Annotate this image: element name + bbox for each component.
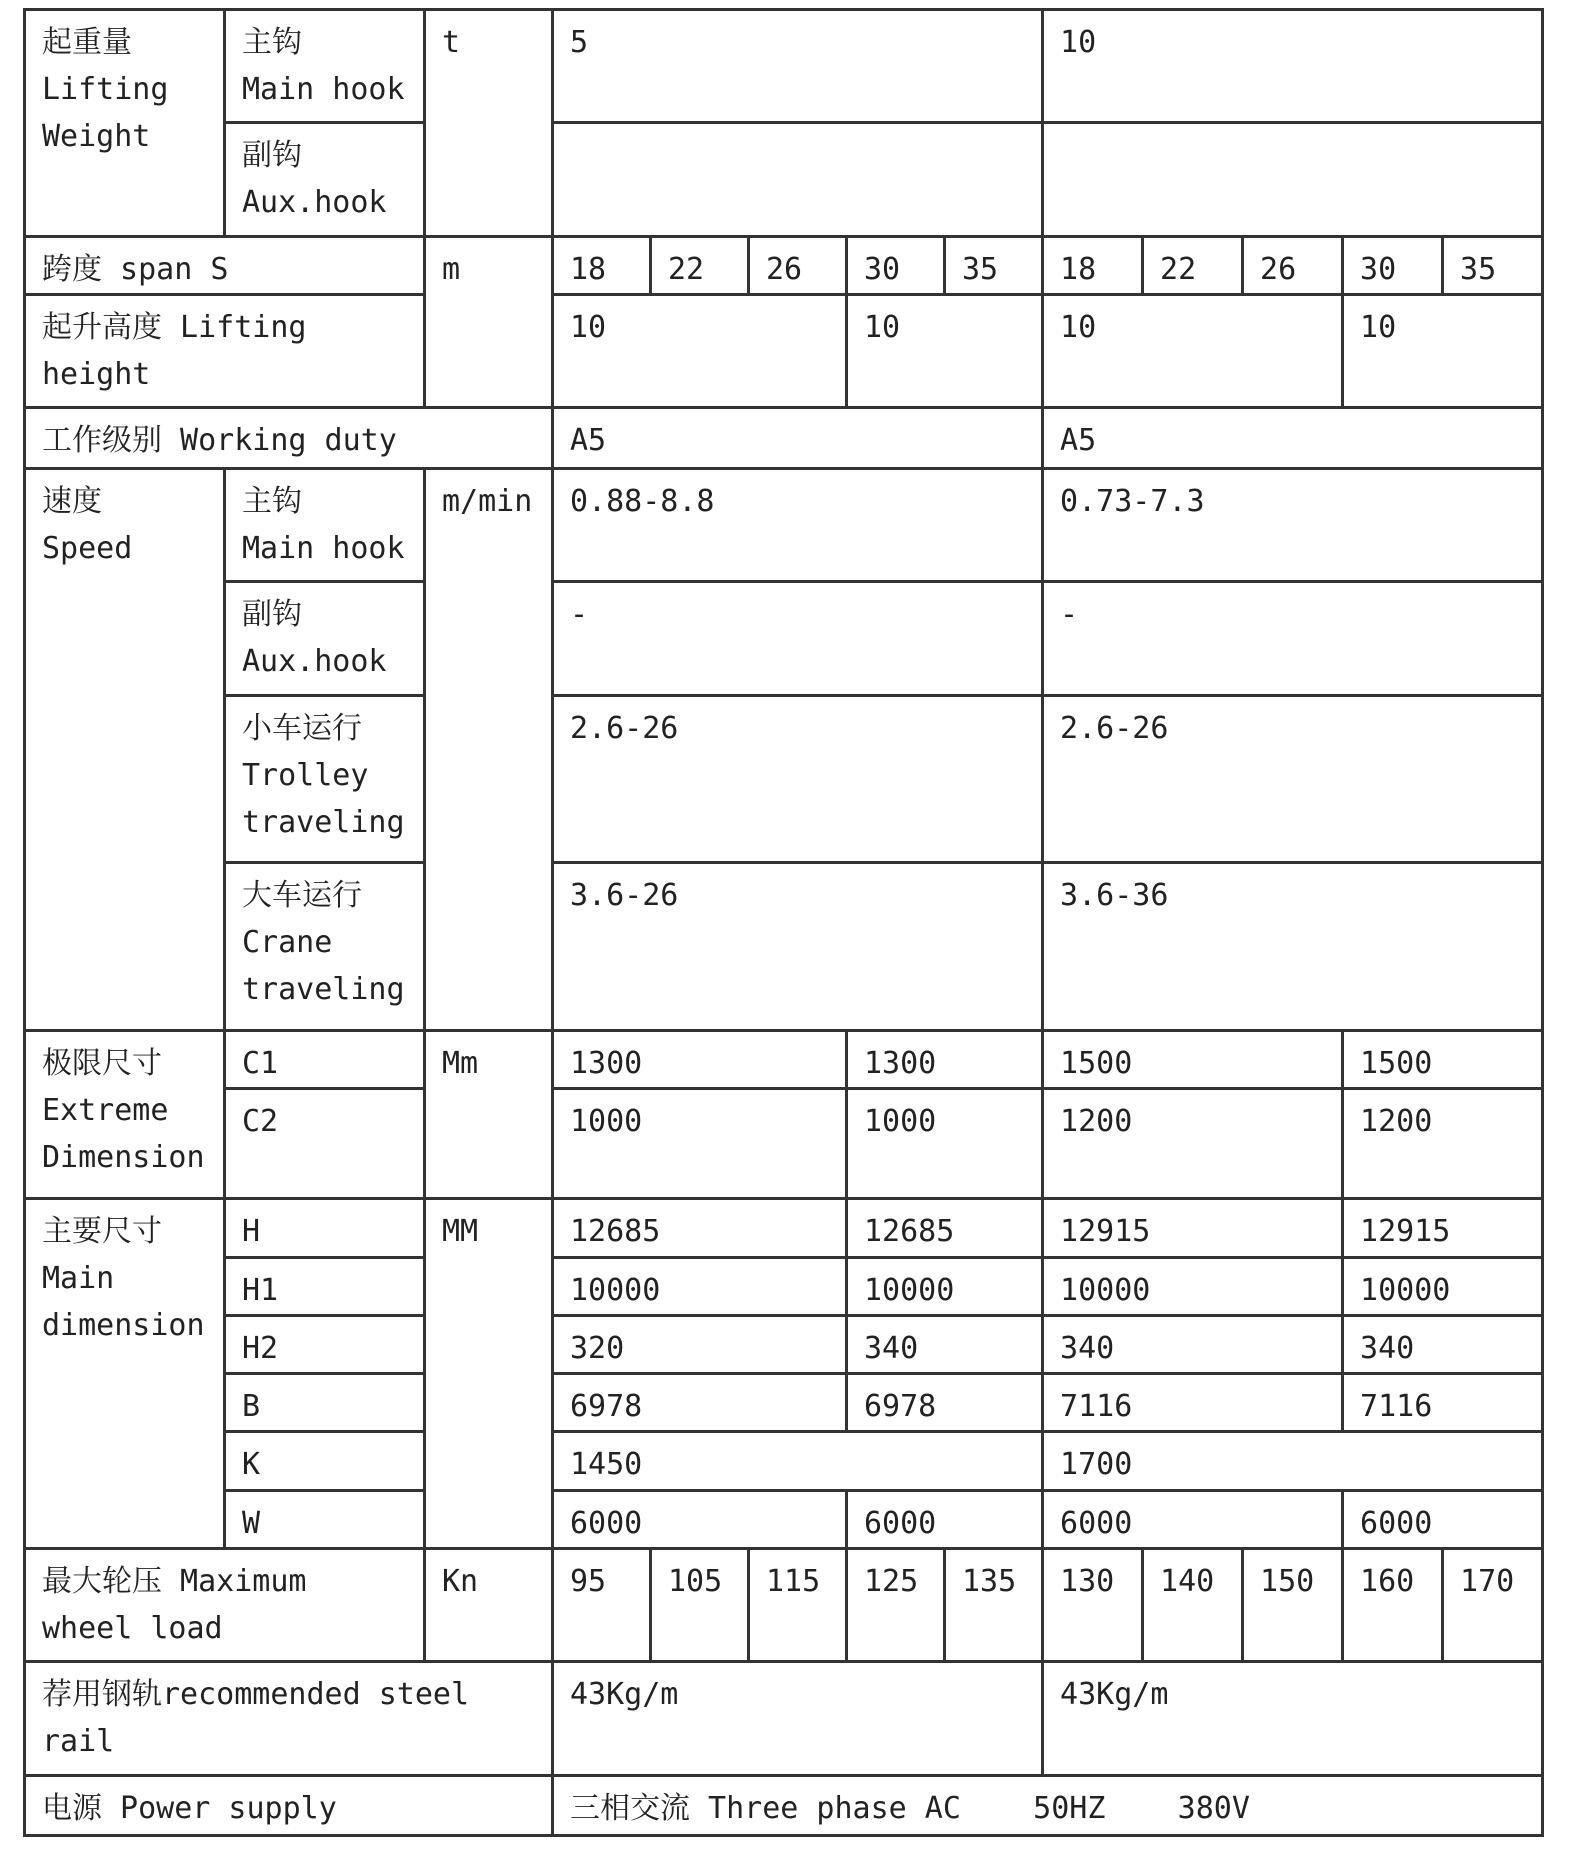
lifting-height-value: 10 bbox=[553, 295, 847, 408]
steel-rail-10t: 43Kg/m bbox=[1043, 1662, 1543, 1775]
lifting-height-value: 10 bbox=[1343, 295, 1543, 408]
extreme-dimension-unit: Mm bbox=[425, 1030, 553, 1199]
speed-main-hook-label: 主钩 Main hook bbox=[225, 468, 425, 581]
b-value: 7116 bbox=[1343, 1374, 1543, 1432]
span-value: 22 bbox=[1143, 236, 1243, 294]
wheel-load-value: 105 bbox=[651, 1548, 749, 1661]
b-value: 6978 bbox=[553, 1374, 847, 1432]
span-label: 跨度 span S bbox=[25, 236, 425, 294]
row-lifting-weight-main bbox=[25, 10, 1543, 123]
span-value: 18 bbox=[1043, 236, 1143, 294]
b-value: 6978 bbox=[847, 1374, 1043, 1432]
main-dimension-label: 主要尺寸 Main dimension bbox=[25, 1199, 225, 1548]
h2-label: H2 bbox=[225, 1315, 425, 1373]
speed-aux-hook-10t: - bbox=[1043, 582, 1543, 695]
wheel-load-value: 160 bbox=[1343, 1548, 1443, 1661]
power-supply-value: 三相交流 Three phase AC 50HZ 380V bbox=[553, 1775, 1543, 1835]
span-value: 35 bbox=[1443, 236, 1543, 294]
row-extreme-c2 bbox=[25, 1089, 1543, 1199]
wheel-load-unit: Kn bbox=[425, 1548, 553, 1661]
speed-crane-10t: 3.6-36 bbox=[1043, 863, 1543, 1031]
row-speed-crane bbox=[25, 863, 1543, 1031]
lifting-weight-main-10t: 10 bbox=[1043, 10, 1543, 123]
row-speed-trolley bbox=[25, 695, 1543, 863]
w-value: 6000 bbox=[553, 1490, 847, 1548]
crane-spec-table bbox=[23, 8, 1544, 1837]
h2-value: 320 bbox=[553, 1315, 847, 1373]
c1-value: 1500 bbox=[1043, 1030, 1343, 1088]
span-unit: m bbox=[425, 236, 553, 408]
span-value: 35 bbox=[945, 236, 1043, 294]
row-wheel-load bbox=[25, 1548, 1543, 1661]
c2-label: C2 bbox=[225, 1089, 425, 1199]
speed-crane-label: 大车运行 Crane traveling bbox=[225, 863, 425, 1031]
span-value: 26 bbox=[1243, 236, 1343, 294]
h1-value: 10000 bbox=[553, 1257, 847, 1315]
c2-value: 1000 bbox=[553, 1089, 847, 1199]
h-label: H bbox=[225, 1199, 425, 1257]
lifting-weight-unit: t bbox=[425, 10, 553, 237]
row-main-h bbox=[25, 1199, 1543, 1257]
row-steel-rail bbox=[25, 1662, 1543, 1775]
w-value: 6000 bbox=[1043, 1490, 1343, 1548]
speed-crane-5t: 3.6-26 bbox=[553, 863, 1043, 1031]
h1-label: H1 bbox=[225, 1257, 425, 1315]
k-value-10t: 1700 bbox=[1043, 1432, 1543, 1490]
lifting-height-value: 10 bbox=[847, 295, 1043, 408]
row-span bbox=[25, 236, 1543, 294]
row-main-b bbox=[25, 1374, 1543, 1432]
lifting-weight-aux-5t bbox=[553, 123, 1043, 236]
lifting-height-value: 10 bbox=[1043, 295, 1343, 408]
h2-value: 340 bbox=[847, 1315, 1043, 1373]
h-value: 12685 bbox=[553, 1199, 847, 1257]
k-label: K bbox=[225, 1432, 425, 1490]
wheel-load-value: 130 bbox=[1043, 1548, 1143, 1661]
h2-value: 340 bbox=[1043, 1315, 1343, 1373]
row-lifting-weight-aux bbox=[25, 123, 1543, 236]
main-hook-label: 主钩 Main hook bbox=[225, 10, 425, 123]
wheel-load-value: 150 bbox=[1243, 1548, 1343, 1661]
c2-value: 1200 bbox=[1343, 1089, 1543, 1199]
power-supply-label: 电源 Power supply bbox=[25, 1775, 553, 1835]
main-dimension-unit: MM bbox=[425, 1199, 553, 1548]
speed-trolley-label: 小车运行 Trolley traveling bbox=[225, 695, 425, 863]
lifting-weight-main-5t: 5 bbox=[553, 10, 1043, 123]
aux-hook-label: 副钩 Aux.hook bbox=[225, 123, 425, 236]
h1-value: 10000 bbox=[1343, 1257, 1543, 1315]
w-value: 6000 bbox=[847, 1490, 1043, 1548]
c1-label: C1 bbox=[225, 1030, 425, 1088]
row-lifting-height bbox=[25, 295, 1543, 408]
c1-value: 1300 bbox=[553, 1030, 847, 1088]
extreme-dimension-label: 极限尺寸 Extreme Dimension bbox=[25, 1030, 225, 1199]
speed-aux-hook-label: 副钩 Aux.hook bbox=[225, 582, 425, 695]
wheel-load-value: 140 bbox=[1143, 1548, 1243, 1661]
w-label: W bbox=[225, 1490, 425, 1548]
lifting-height-label: 起升高度 Lifting height bbox=[25, 295, 425, 408]
steel-rail-label: 荐用钢轨recommended steel rail bbox=[25, 1662, 553, 1775]
span-value: 18 bbox=[553, 236, 651, 294]
row-main-h1 bbox=[25, 1257, 1543, 1315]
row-extreme-c1 bbox=[25, 1030, 1543, 1088]
working-duty-10t: A5 bbox=[1043, 408, 1543, 468]
span-value: 22 bbox=[651, 236, 749, 294]
speed-main-hook-10t: 0.73-7.3 bbox=[1043, 468, 1543, 581]
lifting-weight-label: 起重量 Lifting Weight bbox=[25, 10, 225, 237]
h-value: 12915 bbox=[1343, 1199, 1543, 1257]
w-value: 6000 bbox=[1343, 1490, 1543, 1548]
span-value: 30 bbox=[1343, 236, 1443, 294]
steel-rail-5t: 43Kg/m bbox=[553, 1662, 1043, 1775]
h-value: 12915 bbox=[1043, 1199, 1343, 1257]
h2-value: 340 bbox=[1343, 1315, 1543, 1373]
h1-value: 10000 bbox=[847, 1257, 1043, 1315]
c2-value: 1200 bbox=[1043, 1089, 1343, 1199]
c1-value: 1500 bbox=[1343, 1030, 1543, 1088]
wheel-load-value: 135 bbox=[945, 1548, 1043, 1661]
k-value-5t: 1450 bbox=[553, 1432, 1043, 1490]
lifting-weight-aux-10t bbox=[1043, 123, 1543, 236]
h-value: 12685 bbox=[847, 1199, 1043, 1257]
b-label: B bbox=[225, 1374, 425, 1432]
wheel-load-value: 125 bbox=[847, 1548, 945, 1661]
wheel-load-label: 最大轮压 Maximum wheel load bbox=[25, 1548, 425, 1661]
wheel-load-value: 170 bbox=[1443, 1548, 1543, 1661]
working-duty-5t: A5 bbox=[553, 408, 1043, 468]
speed-trolley-5t: 2.6-26 bbox=[553, 695, 1043, 863]
speed-aux-hook-5t: - bbox=[553, 582, 1043, 695]
row-main-k bbox=[25, 1432, 1543, 1490]
c2-value: 1000 bbox=[847, 1089, 1043, 1199]
speed-main-hook-5t: 0.88-8.8 bbox=[553, 468, 1043, 581]
row-main-w bbox=[25, 1490, 1543, 1548]
row-working-duty bbox=[25, 408, 1543, 468]
speed-trolley-10t: 2.6-26 bbox=[1043, 695, 1543, 863]
row-speed-aux-hook bbox=[25, 582, 1543, 695]
row-power-supply bbox=[25, 1775, 1543, 1835]
c1-value: 1300 bbox=[847, 1030, 1043, 1088]
wheel-load-value: 115 bbox=[749, 1548, 847, 1661]
speed-label: 速度 Speed bbox=[25, 468, 225, 1030]
span-value: 30 bbox=[847, 236, 945, 294]
span-value: 26 bbox=[749, 236, 847, 294]
b-value: 7116 bbox=[1043, 1374, 1343, 1432]
speed-unit: m/min bbox=[425, 468, 553, 1030]
row-speed-main-hook bbox=[25, 468, 1543, 581]
working-duty-label: 工作级别 Working duty bbox=[25, 408, 553, 468]
h1-value: 10000 bbox=[1043, 1257, 1343, 1315]
row-main-h2 bbox=[25, 1315, 1543, 1373]
wheel-load-value: 95 bbox=[553, 1548, 651, 1661]
